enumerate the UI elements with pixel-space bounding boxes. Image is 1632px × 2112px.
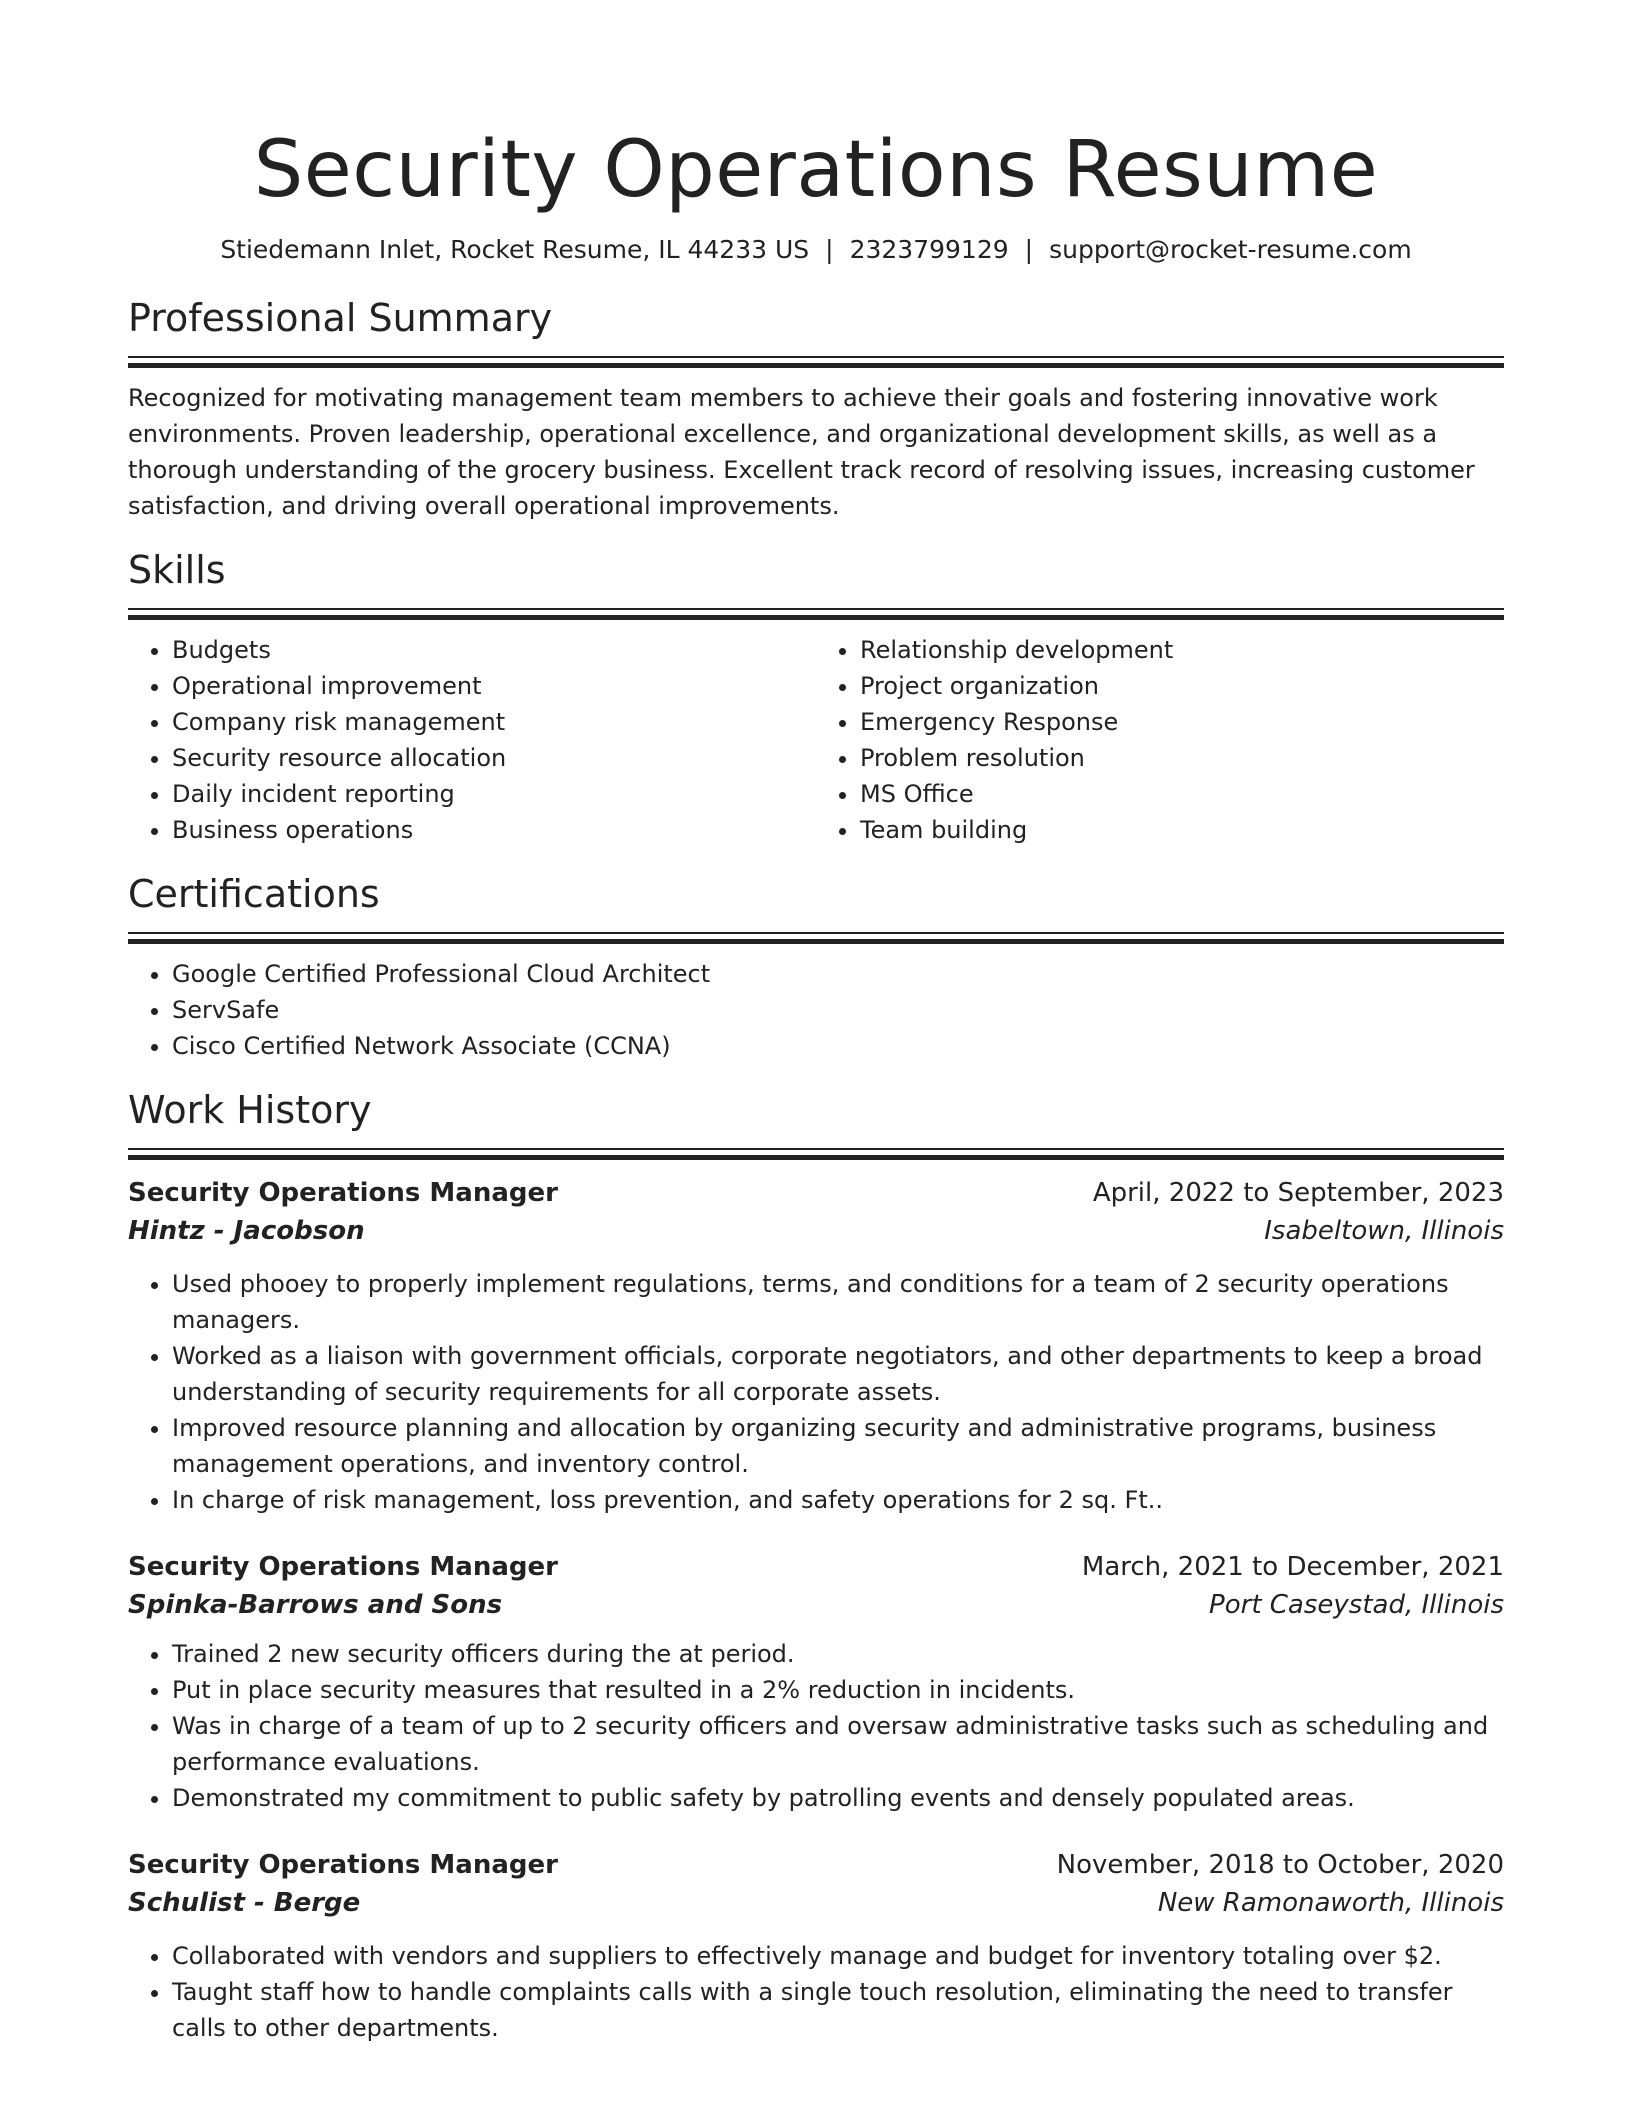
contact-line xyxy=(128,232,1504,268)
section-heading-summary: Professional Summary xyxy=(128,296,553,340)
job-location: Isabeltown, Illinois xyxy=(1264,1216,1504,1246)
skills-grid xyxy=(128,632,1504,848)
job-entry xyxy=(128,1548,1504,1816)
skill-item: • Daily incident reporting xyxy=(172,776,816,812)
job-bullet: • Demonstrated my commitment to public safety by patrolling events and densely populated areas. xyxy=(172,1780,1504,1816)
skill-item: • Company risk management xyxy=(172,704,816,740)
skill-item: • Problem resolution xyxy=(860,740,1504,776)
summary-text: Recognized for motivating management team members to achieve their goals and fostering innovative work environments. Proven leadership, operational excellence, and organizational development skills, as well as a thorough understanding of the grocery business. Excellent track record of resolving issues, increasing customer satisfaction, and driving overall operational improvements. xyxy=(128,384,1475,520)
skill-item: • Business operations xyxy=(172,812,816,848)
section-divider xyxy=(128,932,1504,944)
job-bullet: • In charge of risk management, loss prevention, and safety operations for 2 sq. Ft.. xyxy=(172,1482,1504,1518)
certification-item: • Google Certified Professional Cloud Architect xyxy=(172,956,1504,992)
skills-column-left xyxy=(128,632,816,848)
job-bullet: • Taught staff how to handle complaints calls with a single touch resolution, eliminating the need to transfer calls to other departments. xyxy=(172,1974,1504,2046)
skill-item: • Security resource allocation xyxy=(172,740,816,776)
job-dates: November, 2018 to October, 2020 xyxy=(1056,1850,1504,1880)
work-history-section xyxy=(128,1084,1504,2046)
skill-item: • MS Office xyxy=(860,776,1504,812)
job-bullets xyxy=(128,1636,1504,1816)
certification-item: • ServSafe xyxy=(172,992,1504,1028)
summary-section xyxy=(128,292,1504,524)
certification-item: • Cisco Certified Network Associate (CCNA) xyxy=(172,1028,1504,1064)
job-entry xyxy=(128,1174,1504,1518)
section-heading-work-history: Work History xyxy=(128,1088,372,1132)
job-title: Security Operations Manager xyxy=(128,1552,558,1582)
skill-item: • Project organization xyxy=(860,668,1504,704)
section-heading-skills: Skills xyxy=(128,548,226,592)
job-location: New Ramonaworth, Illinois xyxy=(1157,1888,1504,1918)
job-header-row xyxy=(128,1548,1504,1586)
certifications-list xyxy=(128,956,1504,1064)
certifications-section xyxy=(128,868,1504,1064)
skills-section xyxy=(128,544,1504,848)
job-bullet: • Put in place security measures that resulted in a 2% reduction in incidents. xyxy=(172,1672,1504,1708)
section-divider xyxy=(128,608,1504,620)
section-divider xyxy=(128,1148,1504,1160)
job-header-row xyxy=(128,1846,1504,1884)
job-bullet: • Improved resource planning and allocation by organizing security and administrative programs, business management operations, and inventory control. xyxy=(172,1410,1504,1482)
section-divider xyxy=(128,356,1504,368)
section-heading-certifications: Certifications xyxy=(128,872,380,916)
contact-separator: | xyxy=(1024,235,1034,264)
job-bullet: • Used phooey to properly implement regulations, terms, and conditions for a team of 2 security operations managers. xyxy=(172,1266,1504,1338)
job-location: Port Caseystad, Illinois xyxy=(1209,1590,1504,1620)
resume-title: Security Operations Resume xyxy=(253,125,1379,215)
job-company: Schulist - Berge xyxy=(128,1888,361,1918)
job-company: Hintz - Jacobson xyxy=(128,1216,365,1246)
job-bullets xyxy=(128,1266,1504,1518)
job-dates: April, 2022 to September, 2023 xyxy=(1092,1178,1504,1208)
resume-content xyxy=(128,118,1504,2046)
skill-item: • Relationship development xyxy=(860,632,1504,668)
skill-item: • Operational improvement xyxy=(172,668,816,704)
contact-separator: | xyxy=(825,235,834,264)
job-dates: March, 2021 to December, 2021 xyxy=(1081,1552,1504,1582)
job-header-row xyxy=(128,1174,1504,1212)
skills-column-right xyxy=(816,632,1504,848)
job-bullet: • Was in charge of a team of up to 2 security officers and oversaw administrative tasks such as scheduling and performance evaluations. xyxy=(172,1708,1504,1780)
skill-item: • Team building xyxy=(860,812,1504,848)
contact-email: support@rocket-resume.com xyxy=(1049,235,1412,264)
job-company-row xyxy=(128,1884,1504,1922)
job-title: Security Operations Manager xyxy=(128,1178,558,1208)
job-company-row xyxy=(128,1586,1504,1624)
job-company: Spinka-Barrows and Sons xyxy=(128,1590,503,1620)
skill-item: • Budgets xyxy=(172,632,816,668)
contact-address: Stiedemann Inlet, Rocket Resume, IL 44233 US xyxy=(220,235,810,264)
job-bullet: • Worked as a liaison with government officials, corporate negotiators, and other departments to keep a broad understanding of security requirements for all corporate assets. xyxy=(172,1338,1504,1410)
job-title: Security Operations Manager xyxy=(128,1850,558,1880)
contact-phone: 2323799129 xyxy=(849,235,1009,264)
job-company-row xyxy=(128,1212,1504,1250)
skill-item: • Emergency Response xyxy=(860,704,1504,740)
job-entry xyxy=(128,1846,1504,2046)
job-bullet: • Collaborated with vendors and suppliers to effectively manage and budget for inventory totaling over $2. xyxy=(172,1938,1504,1974)
job-bullets xyxy=(128,1938,1504,2046)
job-bullet: • Trained 2 new security officers during the at period. xyxy=(172,1636,1504,1672)
